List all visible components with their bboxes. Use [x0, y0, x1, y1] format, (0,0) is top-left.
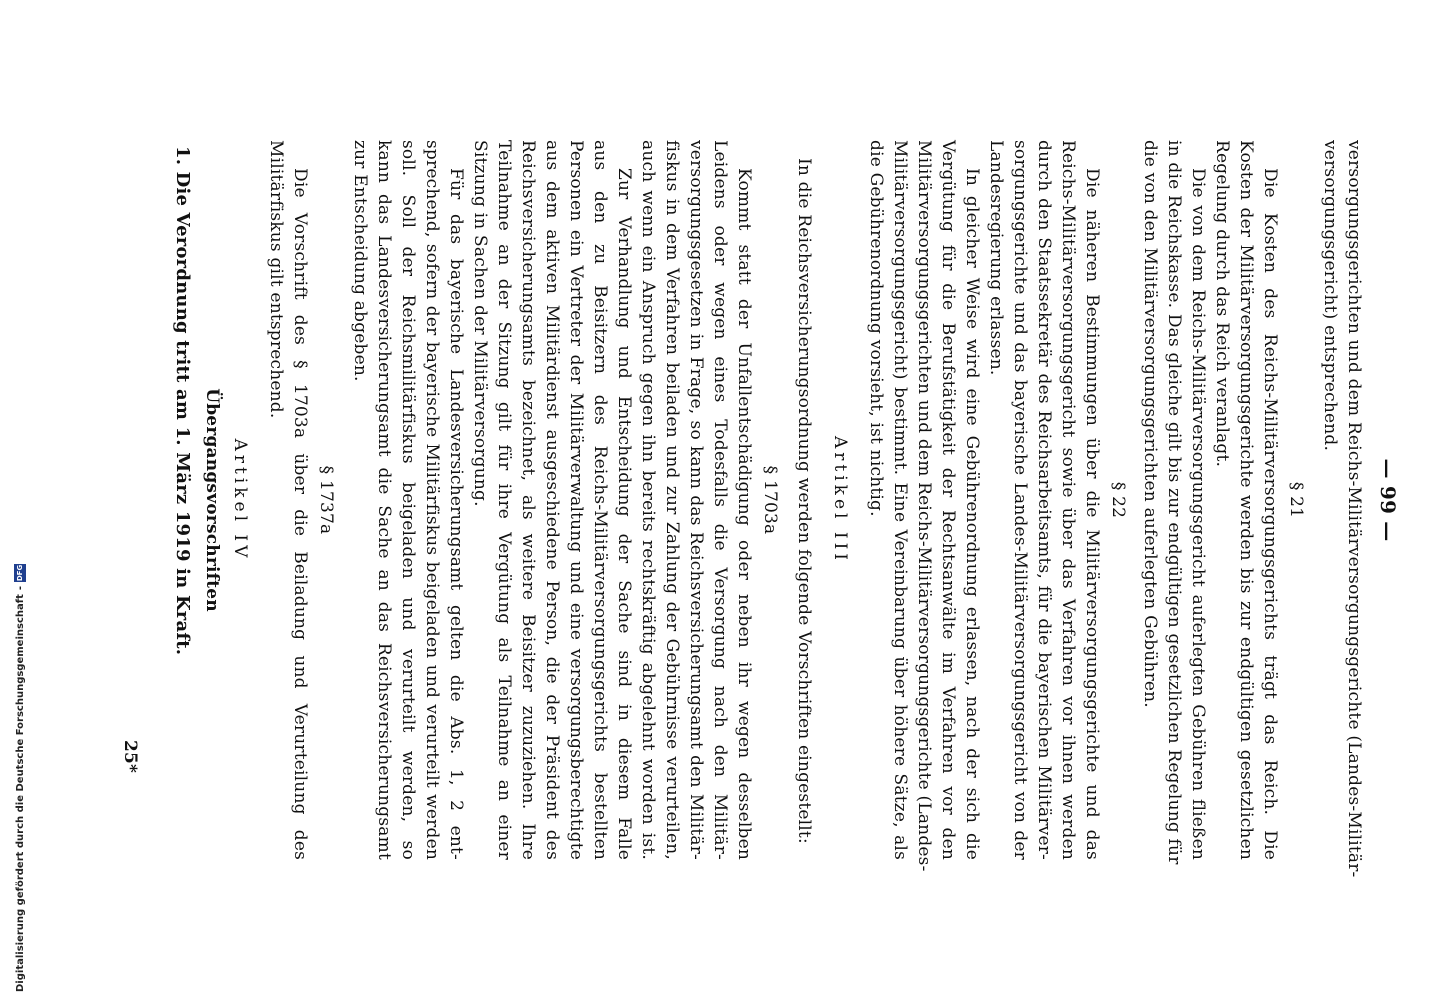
text-line: Zur Verhandlung und Entscheidung der Sache sind in diesem Falle	[614, 168, 634, 860]
text-line: in die Reichskasse. Das gleiche gilt bis zur endgültigen gesetzlichen Regelung für	[1164, 140, 1184, 865]
text-line: Personen ein Vertreter der Militärverwaltung und eine versorgungsberechtigte	[566, 140, 586, 860]
text-line: zur Entscheidung abgeben.	[350, 140, 370, 382]
text-line: aus den zu Beisitzern des Reichs-Militärversorgungsgerichts bestellten	[590, 140, 610, 860]
text-line: Militärversorgungsgerichten und dem Reichs-Militärversorgungsgerichte (Landes-	[914, 140, 934, 872]
section-heading: § 22	[1108, 481, 1128, 519]
text-line: Die Vorschrift des § 1703a über die Beiladung und Verurteilung des	[290, 168, 310, 860]
text-line: kann das Landesversicherungsamt die Sache an das Reichsversicherungsamt	[374, 140, 394, 860]
text-line: Militärfiskus gilt entsprechend.	[266, 140, 286, 419]
text-line: Vergütung für die Berufstätigkeit der Rechtsanwälte im Verfahren vor den	[938, 140, 958, 860]
text-line: versorgungsgericht) entsprechend.	[1320, 140, 1340, 452]
text-line: Die Kosten des Reichs-Militärversorgungsgerichts trägt das Reich. Die	[1260, 168, 1280, 860]
text-line: 1. Die Verordnung tritt am 1. März 1919 in Kraft.	[172, 146, 193, 656]
text-line: die von den Militärversorgungsgerichten auferlegten Gebühren.	[1140, 140, 1160, 708]
text-line: Kosten der Militärversorgungsgerichte werden bis zur endgültigen gesetzlichen	[1236, 140, 1256, 860]
section-heading: § 1703a	[760, 465, 780, 535]
text-line: Teilnahme an der Sitzung gilt für ihre Vergütung als Teilnahme an einer	[494, 140, 514, 860]
section-heading: § 21	[1286, 481, 1306, 519]
funding-notice: Digitalisierung gefördert durch die Deutsche Forschungsgemeinschaft - DFG	[14, 564, 26, 992]
text-line: Militärversorgungsgericht) bestimmt. Eine Vereinbarung über höhere Sätze, als	[890, 140, 910, 860]
text-line: Reichsversicherungsamts bezeichnet, als weitere Beisitzer zuzuziehen. Ihre	[518, 140, 538, 860]
section-heading: § 1737a	[316, 465, 336, 535]
text-line: auch wenn ein Anspruch gegen ihn bereits rechtskräftig abgelehnt worden ist.	[638, 140, 658, 860]
funding-text: Digitalisierung gefördert durch die Deutsche Forschungsgemeinschaft	[14, 594, 26, 992]
text-line: aus dem aktiven Militärdienst ausgeschiedene Person, die der Präsident des	[542, 140, 562, 860]
subheading: Übergangsvorschriften	[202, 388, 222, 612]
dfg-logo-icon: DFG	[16, 564, 24, 582]
text-line: Sitzung in Sachen der Militärversorgung.	[470, 140, 490, 507]
text-line: Leidens oder wegen eines Todesfalls die Versorgung nach den Militär-	[710, 140, 730, 860]
text-line: Regelung durch das Reich veranlagt.	[1212, 140, 1232, 468]
text-line: Die von dem Reichs-Militärversorgungsgericht auferlegten Gebühren fließen	[1188, 168, 1208, 860]
text-line: sorgungsgerichte und das bayerische Landes-Militärversorgungsgericht von der	[1010, 140, 1030, 860]
page-content	[110, 140, 1400, 878]
article-heading: Artikel III	[830, 435, 850, 565]
signature-mark: 25*	[120, 740, 140, 774]
text-line: Landesregierung erlassen.	[986, 140, 1006, 376]
text-line: versorgungsgesetzen in Frage, so kann das Reichsversicherungsamt den Militär-	[686, 140, 706, 860]
text-line: sprechend, sofern der bayerische Militärfiskus beigeladen und verurteilt werden	[422, 140, 442, 860]
text-line: Die näheren Bestimmungen über die Militärversorgungsgerichte und das	[1082, 168, 1102, 860]
page-number: — 99 —	[1376, 458, 1400, 542]
article-heading: Artikel IV	[230, 438, 250, 562]
text-line: die Gebührenordnung vorsieht, ist nichtig.	[866, 140, 886, 517]
text-line: fiskus in dem Verfahren beiladen und zur Zahlung der Gebührnisse verurteilen,	[662, 140, 682, 860]
text-line: In die Reichsversicherungsordnung werden folgende Vorschriften eingestellt:	[794, 158, 814, 844]
text-line: soll. Soll der Reichsmilitärfiskus beigeladen und verurteilt werden, so	[398, 140, 418, 860]
text-line: In gleicher Weise wird eine Gebührenordnung erlassen, nach der sich die	[962, 168, 982, 860]
text-line: Reichs-Militärversorgungsgericht sowie über das Verfahren vor ihnen werden	[1058, 140, 1078, 860]
text-line: durch den Staatssekretär des Reichsarbeitsamts, für die bayerischen Militärver-	[1034, 140, 1054, 860]
text-line: Kommt statt der Unfallentschädigung oder neben ihr wegen desselben	[734, 168, 754, 860]
text-line: versorgungsgerichten und dem Reichs-Militärversorgungsgerichte (Landes-Militär-	[1344, 140, 1364, 878]
text-line: Für das bayerische Landesversicherungsamt gelten die Abs. 1, 2 ent-	[446, 168, 466, 860]
